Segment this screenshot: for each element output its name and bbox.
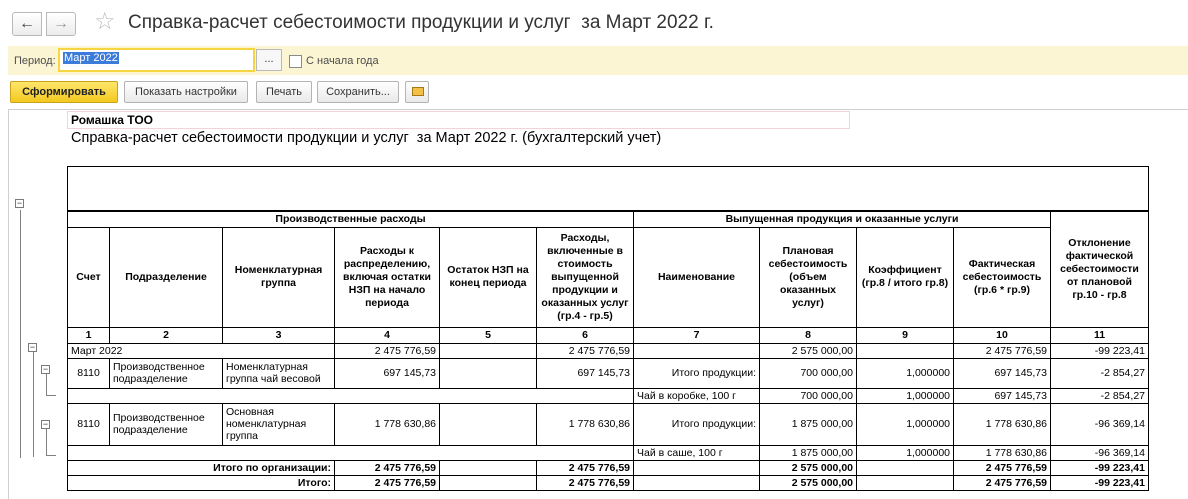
value-cell[interactable]: -2 854,27: [1051, 388, 1149, 403]
generate-button[interactable]: Сформировать: [10, 81, 118, 103]
value-cell[interactable]: -99 223,41: [1051, 343, 1149, 358]
page-title: Справка-расчет себестоимости продукции и услуг за Март 2022 г.: [128, 12, 714, 33]
product-name-cell[interactable]: Чай в саше, 100 г: [634, 445, 760, 460]
value-cell[interactable]: 2 475 776,59: [954, 460, 1051, 475]
period-select-button[interactable]: ...: [256, 49, 282, 71]
column-number: 3: [223, 327, 335, 343]
save-button[interactable]: Сохранить...: [317, 81, 399, 103]
value-cell[interactable]: 2 575 000,00: [760, 475, 857, 490]
value-cell[interactable]: -99 223,41: [1051, 460, 1149, 475]
report-area[interactable]: [8, 109, 1188, 499]
outline-line: [33, 349, 34, 457]
value-cell[interactable]: 2 575 000,00: [760, 460, 857, 475]
column-header-row: [68, 227, 1149, 327]
value-cell[interactable]: 1,000000: [857, 358, 954, 388]
report-table: [67, 166, 1149, 491]
period-label: Период:: [14, 55, 56, 67]
account-cell[interactable]: 8110: [68, 358, 110, 388]
value-cell[interactable]: 1 875 000,00: [760, 445, 857, 460]
column-number: 6: [537, 327, 634, 343]
title-bar: [0, 0, 1188, 46]
outline-line: [20, 210, 21, 458]
total-label: Итого:: [68, 475, 335, 490]
send-email-button[interactable]: [405, 81, 429, 103]
show-settings-button[interactable]: Показать настройки: [124, 81, 248, 103]
column-header: Расходы, включенные в стоимость выпущенной продукции и оказанных услуг (гр.4 - гр.5): [537, 227, 634, 327]
company-name: Ромашка ТОО: [67, 111, 850, 129]
department-cell[interactable]: Производственное подразделение: [110, 358, 223, 388]
column-number: 2: [110, 327, 223, 343]
value-cell[interactable]: -96 369,14: [1051, 445, 1149, 460]
value-cell[interactable]: [634, 343, 760, 358]
back-button[interactable]: [12, 12, 42, 36]
column-header: Фактическая себестоимость (гр.6 * гр.9): [954, 227, 1051, 327]
forward-button[interactable]: [46, 12, 76, 36]
from-year-start-checkbox[interactable]: [289, 55, 302, 68]
column-header: Счет: [68, 227, 110, 327]
column-number: 9: [857, 327, 954, 343]
report-title: Справка-расчет себестоимости продукции и услуг за Март 2022 г. (бухгалтерский учет): [71, 130, 662, 146]
value-cell[interactable]: 1,000000: [857, 388, 954, 403]
envelope-icon: [412, 87, 424, 96]
value-cell[interactable]: 700 000,00: [760, 358, 857, 388]
value-cell[interactable]: 697 145,73: [537, 358, 634, 388]
account-cell[interactable]: 8110: [68, 403, 110, 445]
value-cell[interactable]: 2 475 776,59: [537, 475, 634, 490]
settings-panel: [8, 46, 1188, 75]
value-cell[interactable]: 1,000000: [857, 403, 954, 445]
value-cell[interactable]: [634, 460, 760, 475]
value-cell[interactable]: 697 145,73: [335, 358, 440, 388]
collapse-group1-icon[interactable]: −: [42, 364, 49, 374]
arrow-right-icon: →: [53, 15, 69, 32]
value-cell[interactable]: 2 575 000,00: [760, 343, 857, 358]
print-button[interactable]: Печать: [256, 81, 312, 103]
column-number: 1: [68, 327, 110, 343]
arrow-left-icon: ←: [19, 15, 35, 32]
value-cell[interactable]: 2 475 776,59: [335, 460, 440, 475]
value-cell[interactable]: [440, 475, 537, 490]
value-cell[interactable]: 2 475 776,59: [335, 343, 440, 358]
period-value: Март 2022: [64, 52, 118, 64]
name-cell[interactable]: Итого продукции:: [634, 358, 760, 388]
column-header: Плановая себестоимость (объем оказанных услуг): [760, 227, 857, 327]
outline-line: [46, 455, 56, 456]
period-row[interactable]: [68, 343, 1149, 358]
value-cell[interactable]: 2 475 776,59: [335, 475, 440, 490]
column-header: Наименование: [634, 227, 760, 327]
value-cell[interactable]: 697 145,73: [954, 388, 1051, 403]
nomenclature-cell[interactable]: Номенклатурная группа чай весовой: [223, 358, 335, 388]
column-number: 5: [440, 327, 537, 343]
value-cell[interactable]: [857, 460, 954, 475]
column-number: 7: [634, 327, 760, 343]
value-cell[interactable]: 697 145,73: [954, 358, 1051, 388]
department-cell[interactable]: Производственное подразделение: [110, 403, 223, 445]
value-cell[interactable]: [440, 403, 537, 445]
value-cell[interactable]: 1,000000: [857, 445, 954, 460]
header-spacer-row: [68, 167, 1149, 211]
empty-cell: [68, 388, 634, 403]
value-cell[interactable]: [634, 475, 760, 490]
total-label: Итого по организации:: [68, 460, 335, 475]
collapse-group2-icon[interactable]: −: [42, 419, 49, 429]
column-header: Коэффициент (гр.8 / итого гр.8): [857, 227, 954, 327]
column-number: 10: [954, 327, 1051, 343]
value-cell[interactable]: [857, 343, 954, 358]
table-row[interactable]: [68, 358, 1149, 388]
value-cell[interactable]: 2 475 776,59: [954, 475, 1051, 490]
value-cell[interactable]: [440, 460, 537, 475]
table-row[interactable]: [68, 403, 1149, 445]
outline-line: [46, 427, 47, 456]
table-row[interactable]: [68, 445, 1149, 460]
column-header: Номенклатурная группа: [223, 227, 335, 327]
value-cell[interactable]: 1 778 630,86: [537, 403, 634, 445]
value-cell[interactable]: 2 475 776,59: [537, 460, 634, 475]
period-input[interactable]: [58, 48, 255, 72]
value-cell[interactable]: [440, 343, 537, 358]
value-cell[interactable]: 1 778 630,86: [954, 445, 1051, 460]
production-expenses-header: Производственные расходы: [68, 211, 634, 228]
value-cell[interactable]: -2 854,27: [1051, 358, 1149, 388]
group-header-row: [68, 211, 1149, 228]
value-cell[interactable]: [440, 358, 537, 388]
column-header: Расходы к распределению, включая остатки НЗП на начало периода: [335, 227, 440, 327]
period-cell[interactable]: Март 2022: [68, 343, 335, 358]
name-cell[interactable]: Итого продукции:: [634, 403, 760, 445]
empty-cell: [68, 445, 634, 460]
from-year-start-label[interactable]: С начала года: [306, 55, 379, 67]
collapse-report-icon[interactable]: −: [16, 198, 23, 208]
table-row[interactable]: [68, 388, 1149, 403]
column-number: 4: [335, 327, 440, 343]
value-cell[interactable]: -99 223,41: [1051, 475, 1149, 490]
value-cell[interactable]: -96 369,14: [1051, 403, 1149, 445]
column-number: 11: [1051, 327, 1149, 343]
value-cell[interactable]: [857, 475, 954, 490]
total-org-row[interactable]: [68, 460, 1149, 475]
total-row[interactable]: [68, 475, 1149, 490]
product-name-cell[interactable]: Чай в коробке, 100 г: [634, 388, 760, 403]
column-number: 8: [760, 327, 857, 343]
value-cell[interactable]: 1 778 630,86: [954, 403, 1051, 445]
column-header: Остаток НЗП на конец периода: [440, 227, 537, 327]
outline-line: [46, 395, 56, 396]
value-cell[interactable]: 1 875 000,00: [760, 403, 857, 445]
value-cell[interactable]: 2 475 776,59: [537, 343, 634, 358]
value-cell[interactable]: 2 475 776,59: [954, 343, 1051, 358]
column-header: Подразделение: [110, 227, 223, 327]
output-products-header: Выпущенная продукция и оказанные услуги: [634, 211, 1051, 228]
value-cell[interactable]: 700 000,00: [760, 388, 857, 403]
favorite-star-icon[interactable]: ☆: [94, 8, 116, 35]
value-cell[interactable]: 1 778 630,86: [335, 403, 440, 445]
collapse-period-icon[interactable]: −: [29, 342, 36, 352]
outline-line: [46, 372, 47, 396]
column-header: Отклонение фактической себестоимости от плановой гр.10 - гр.8: [1051, 211, 1149, 328]
nomenclature-cell[interactable]: Основная номенклатурная группа: [223, 403, 335, 445]
column-number-row: [68, 327, 1149, 343]
